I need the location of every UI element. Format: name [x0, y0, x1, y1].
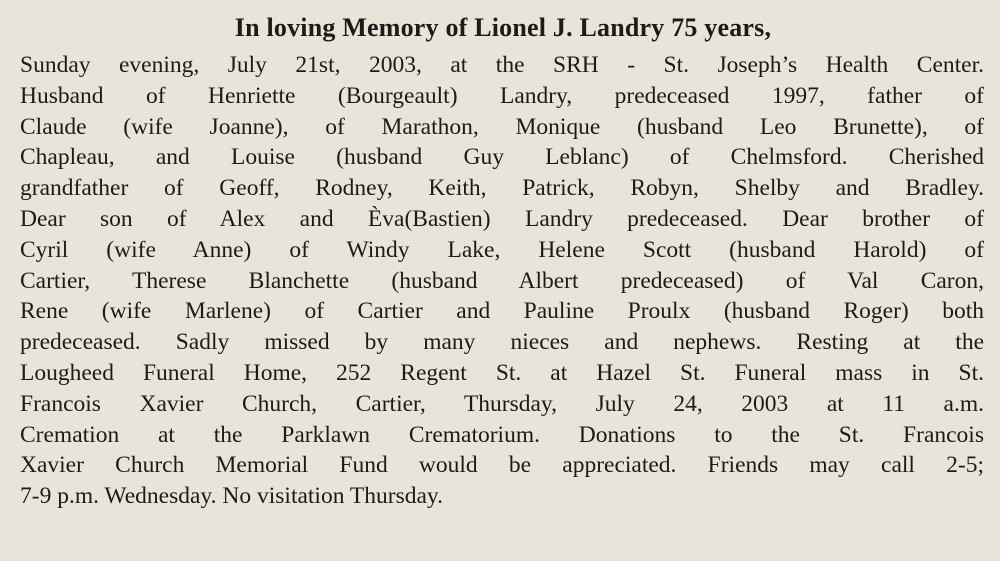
obituary-line: Cyril (wife Anne) of Windy Lake, Helene Scott (husband Harold) of: [20, 236, 984, 263]
obituary-body: [20, 50, 986, 512]
obituary-line: Francois Xavier Church, Cartier, Thursday, July 24, 2003 at 11 a.m.: [20, 390, 984, 417]
obituary-line: Xavier Church Memorial Fund would be appreciated. Friends may call 2-5;: [20, 452, 984, 479]
obituary-line: Cremation at the Parklawn Crematorium. Donations to the St. Francois: [20, 421, 984, 448]
obituary-line: grandfather of Geoff, Rodney, Keith, Patrick, Robyn, Shelby and Bradley.: [20, 175, 984, 202]
obituary-title: In loving Memory of Lionel J. Landry 75 years,: [234, 13, 772, 42]
obituary-line: Rene (wife Marlene) of Cartier and Pauline Proulx (husband Roger) both: [20, 298, 984, 325]
obituary-line: Husband of Henriette (Bourgeault) Landry, predeceased 1997, father of: [20, 82, 984, 109]
obituary-line: predeceased. Sadly missed by many nieces and nephews. Resting at the: [20, 329, 984, 356]
obituary-line: Chapleau, and Louise (husband Guy Leblanc) of Chelmsford. Cherished: [20, 144, 984, 171]
obituary-line: 7-9 p.m. Wednesday. No visitation Thursday.: [20, 483, 444, 510]
obituary-line: Cartier, Therese Blanchette (husband Albert predeceased) of Val Caron,: [20, 267, 984, 294]
obituary-line: Lougheed Funeral Home, 252 Regent St. at Hazel St. Funeral mass in St.: [20, 359, 984, 386]
obituary-line: Claude (wife Joanne), of Marathon, Monique (husband Leo Brunette), of: [20, 113, 984, 140]
obituary-line: Dear son of Alex and Èva(Bastien) Landry predeceased. Dear brother of: [20, 205, 984, 232]
obituary-line: Sunday evening, July 21st, 2003, at the SRH - St. Joseph’s Health Center.: [20, 52, 984, 78]
